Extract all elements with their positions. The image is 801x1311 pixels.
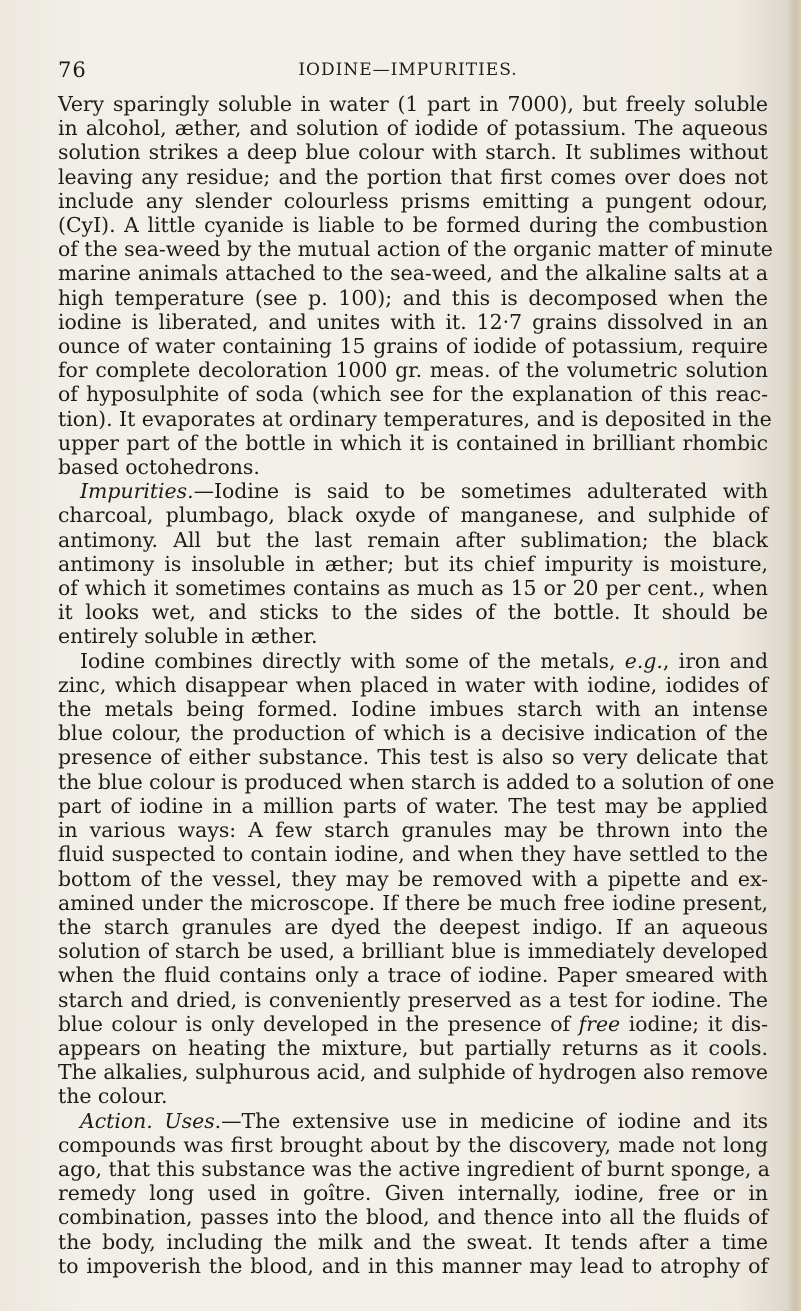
text-line [58, 479, 768, 503]
text-line: to impoverish the blood, and in this manner may lead to atrophy of [58, 1253, 768, 1278]
text-line: zinc, which disappear when placed in water with iodine, iodides of [58, 672, 768, 697]
text-line: include any slender colourless prisms emitting a pungent odour, [58, 188, 768, 213]
text-line: the metals being formed. Iodine imbues starch with an intense [58, 697, 768, 722]
italic-free: free [578, 1011, 621, 1036]
paragraph-action-uses [58, 1109, 768, 1278]
text-line: tion). It evaporates at ordinary temperatures, and is deposited in the [58, 406, 772, 431]
text-fragment: Iodine combines directly with some of the metals, [80, 648, 625, 673]
text-line: marine animals attached to the sea-weed, and the alkaline salts at a [58, 261, 768, 286]
text-line: of the sea-weed by the mutual action of the organic matter of minute [58, 237, 773, 262]
text-line: compounds was first brought about by the discovery, made not long [58, 1132, 768, 1157]
text-line: in various ways: A few starch granules may be thrown into the [58, 818, 768, 843]
text-line: blue colour, the production of which is a decisive indication of the [58, 721, 768, 746]
text-line: in alcohol, æther, and solution of iodide of potassium. The aqueous [58, 116, 768, 141]
text-line: iodine is liberated, and unites with it. 12·7 grains dissolved in an [58, 309, 768, 334]
text-line: based octohedrons. [58, 455, 260, 480]
text-fragment: —Iodine is said to be sometimes adulterated with [193, 479, 768, 504]
text-line: entirely soluble in æther. [58, 624, 318, 649]
text-line: part of iodine in a million parts of water. The test may be applied [58, 793, 768, 818]
text-line: when the fluid contains only a trace of iodine. Paper smeared with [58, 963, 768, 988]
text-line: appears on heating the mixture, but partially returns as it cools. [58, 1035, 768, 1060]
text-line [58, 1012, 768, 1036]
section-lead-impurities: Impurities. [80, 479, 194, 504]
text-line: the colour. [58, 1084, 168, 1109]
text-line: bottom of the vessel, they may be removed with a pipette and ex- [58, 866, 768, 891]
text-line: charcoal, plumbago, black oxyde of manganese, and sulphide of [58, 503, 768, 528]
text-fragment: , iron and [662, 648, 768, 673]
text-line: of which it sometimes contains as much as 15 or 20 per cent., when [58, 576, 768, 601]
text-line: antimony is insoluble in æther; but its chief impurity is moisture, [58, 551, 768, 576]
text-line: upper part of the bottle in which it is contained in brilliant rhombic [58, 430, 768, 455]
page-number: 76 [58, 58, 87, 82]
text-line: solution strikes a deep blue colour with starch. It sublimes without [58, 140, 768, 165]
body-text [58, 92, 775, 1278]
section-lead-action-uses: Action. Uses. [80, 1108, 222, 1133]
text-fragment: —The extensive use in medicine of iodine and its [221, 1108, 768, 1133]
text-line: Very sparingly soluble in water (1 part in 7000), but freely soluble [58, 92, 768, 116]
text-line [58, 649, 768, 673]
text-line: for complete decoloration 1000 gr. meas. of the volumetric solution [58, 358, 768, 383]
text-fragment: blue colour is only developed in the presence of [58, 1011, 579, 1036]
text-line: the blue colour is produced when starch is added to a solution of one [58, 769, 775, 794]
paragraph-reactions [58, 648, 775, 1109]
text-line: presence of either substance. This test is also so very delicate that [58, 745, 768, 770]
page-edge [787, 0, 801, 1311]
text-line: The alkalies, sulphurous acid, and sulphide of hydrogen also remove [58, 1060, 768, 1085]
text-line: (CyI). A little cyanide is liable to be formed during the combustion [58, 213, 768, 238]
running-head: IODINE—IMPURITIES. [298, 60, 518, 80]
text-line: amined under the microscope. If there be much free iodine present, [58, 890, 768, 915]
italic-eg: e.g. [624, 648, 663, 673]
text-line: fluid suspected to contain iodine, and when they have settled to the [58, 842, 768, 867]
text-line: the body, including the milk and the sweat. It tends after a time [58, 1229, 768, 1254]
text-fragment: iodine; it dis- [620, 1011, 769, 1036]
text-line: leaving any residue; and the portion that first comes over does not [58, 164, 768, 189]
text-line: solution of starch be used, a brilliant blue is immediately developed [58, 939, 768, 964]
text-line: the starch granules are dyed the deepest indigo. If an aqueous [58, 914, 768, 939]
text-line: remedy long used in goître. Given internally, iodine, free or in [58, 1181, 768, 1206]
paragraph-properties [58, 92, 773, 480]
text-line: high temperature (see p. 100); and this is decomposed when the [58, 285, 768, 310]
text-line [58, 1109, 768, 1133]
text-line: ounce of water containing 15 grains of iodide of potassium, require [58, 334, 768, 359]
text-line: combination, passes into the blood, and thence into all the fluids of [58, 1205, 768, 1230]
text-line: antimony. All but the last remain after sublimation; the black [58, 527, 768, 552]
text-line: ago, that this substance was the active ingredient of burnt sponge, a [58, 1156, 770, 1181]
page-header [58, 58, 758, 84]
paragraph-impurities [58, 479, 768, 648]
text-line: starch and dried, is conveniently preserved as a test for iodine. The [58, 987, 768, 1012]
text-line: of hyposulphite of soda (which see for the explanation of this reac- [58, 382, 768, 407]
text-line: it looks wet, and sticks to the sides of the bottle. It should be [58, 600, 768, 625]
